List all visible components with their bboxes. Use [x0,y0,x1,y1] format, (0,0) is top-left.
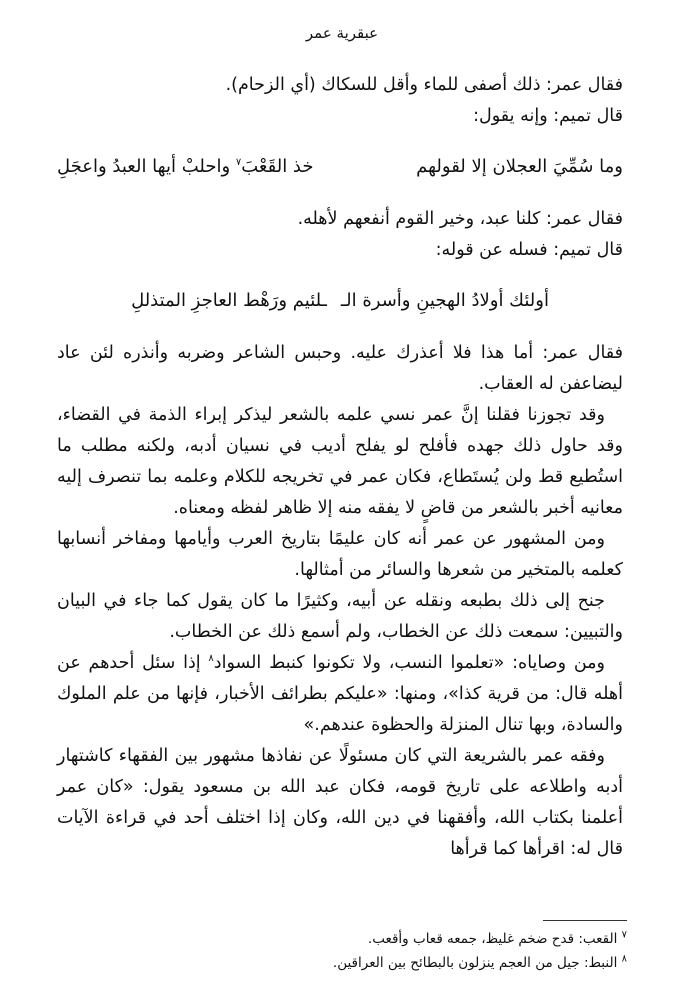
footnote-ref-7[interactable]: ٧ [235,157,242,168]
footnotes [61,927,627,975]
paragraph-9-part-b: إذا سئل أحدهم عن أهله قال: من قرية كذا»، ومنها: «عليكم بطرائف الأخبار، فإنها من علم الملوك والسادة، وبها تنال المنزلة والحظوة عندهم.» [57,653,623,735]
footnote-8-number: ٨ [621,953,627,965]
paragraph-10: وفقه عمر بالشريعة التي كان مسئولًا عن نفاذها مشهور بين الفقهاء كاشتهار أدبه واطلاعه على تاريخ قومه، فكان عبد الله بن مسعود يقول: «كان عمر أعلمنا بكتاب الله، وأفقهنا في دين الله، وكان إذا اختلف أحد في قراءة الآيات قال له: اقرأها كما قرأها [57,746,623,859]
verse-1 [57,150,623,184]
verse-2-first-hemistich: أولئك أولادُ الهجينِ وأسرة الـ [340,290,549,311]
verse-1-second-part-b: واحلبْ أيها العبدُ واعجَلِ [57,156,236,177]
footnote-7-text: القعب: قدح ضخم غليظ، جمعه قعاب وأقعب. [367,931,622,947]
paragraph-2: قال تميم: وإنه يقول: [473,106,623,126]
footnote-7-number: ٧ [621,929,627,941]
running-header: عبقرية عمر [305,24,379,42]
footnote-ref-8[interactable]: ٨ [208,653,214,665]
footnote-8-text: النبط: جيل من العجم ينزلون بالبطائح بين العراقين. [332,955,622,971]
paragraph-3: فقال عمر: كلنا عبد، وخير القوم أنفعهم لأهله. [297,209,623,229]
paragraph-9-part-a: ومن وصاياه: «تعلموا النسب، ولا تكونوا كنبط السواد [213,653,605,673]
verse-2 [57,284,623,318]
verse-2-second-hemistich: ـلئيم ورَهْط العاجزِ المتذللِ [131,290,327,311]
footnote-8 [61,951,627,975]
footnote-divider [543,920,627,921]
verse-1-second-part-a: خذ القَعْبَ [241,156,314,177]
paragraph-1: فقال عمر: ذلك أصفى للماء وأقل للسكاك (أي الزحام). [225,75,623,95]
paragraph-7: ومن المشهور عن عمر أنه كان عليمًا بتاريخ العرب وأيامها ومفاخر أنسابها كعلمه بالمتخير من شعرها والسائر من أمثالها. [57,529,623,580]
paragraph-8: جنح إلى ذلك بطبعه ونقله عن أبيه، وكثيرًا ما كان يقول كما جاء في البيان والتبيين: سمعت ذلك عن الخطاب، ولم أسمع ذلك عن الخطاب. [57,591,623,642]
footnote-7 [61,927,627,951]
paragraph-6: وقد تجوزنا فقلنا إنَّ عمر نسي علمه بالشعر ليذكر إبراء الذمة في القضاء، وقد حاول ذلك جهده فأفلح لو يفلح أديب في نسيان أدبه، ولكنه مطلب ما استُطيع قط ولن يُستَطاع، فكان عمر في تخريجه للكلام وعلمه بما تنصرف إليه معانيه أخبر بالشعر من قاضٍ لا يفقه منه إلا ظاهر لفظه ومعناه. [57,405,623,518]
verse-1-second-hemistich [57,150,314,184]
paragraph-4: قال تميم: فسله عن قوله: [435,240,623,260]
paragraph-5: فقال عمر: أما هذا فلا أعذرك عليه. وحبس الشاعر وضربه وأنذره لئن عاد ليضاعفن له العقاب. [57,343,623,394]
verse-1-first-hemistich: وما سُمِّيَ العجلان إلا لقولهم [416,156,623,177]
main-text [57,70,623,865]
paragraph-9 [57,648,623,741]
